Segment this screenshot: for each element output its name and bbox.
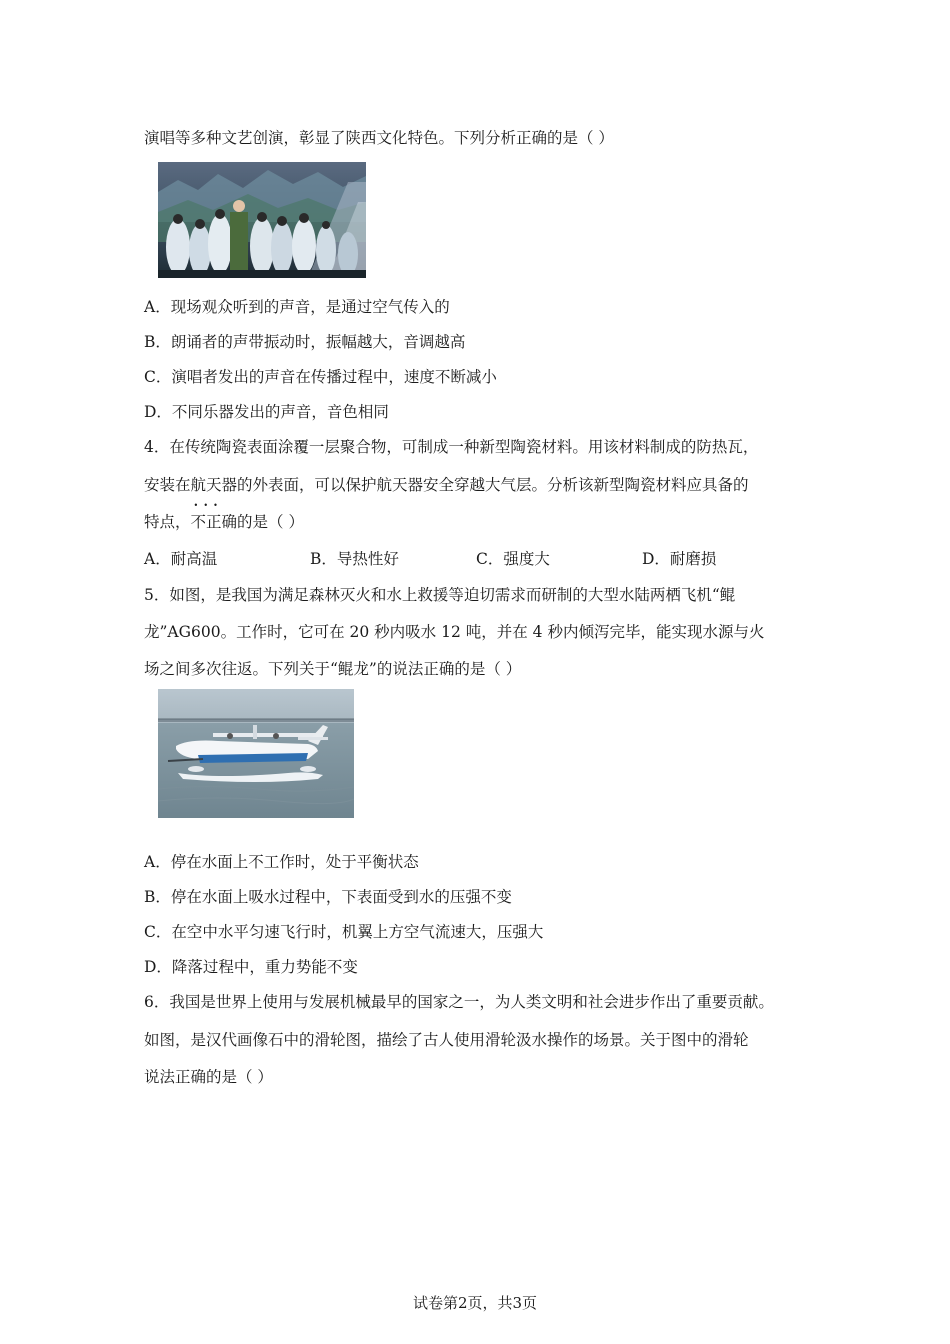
seaplane-photo — [158, 689, 354, 818]
q3-option-d: D．不同乐器发出的声音，音色相同 — [144, 403, 389, 421]
q3-option-a: A．现场观众听到的声音，是通过空气传入的 — [144, 298, 450, 316]
q4-option-b: B．导热性好 — [310, 550, 399, 568]
q4-stem-prefix: 特点， — [144, 513, 191, 531]
page-footer: 试卷第2页，共3页 — [412, 1294, 538, 1312]
q3-stem-line: 演唱等多种文艺创演，彰显了陕西文化特色。下列分析正确的是（ ） — [144, 129, 614, 147]
q4-stem-line-3 — [144, 512, 304, 532]
q5-option-c: C．在空中水平匀速飞行时，机翼上方空气流速大，压强大 — [144, 923, 544, 941]
q5-stem-line-1: 5．如图，是我国为满足森林灭火和水上救援等迫切需求而研制的大型水陆两栖飞机“鲲 — [144, 586, 736, 604]
q4-stem-line-1: 4．在传统陶瓷表面涂覆一层聚合物，可制成一种新型陶瓷材料。用该材料制成的防热瓦， — [144, 438, 759, 456]
q4-option-a: A．耐高温 — [144, 550, 218, 568]
q3-option-b: B．朗诵者的声带振动时，振幅越大，音调越高 — [144, 333, 466, 351]
q6-stem-line-1: 6．我国是世界上使用与发展机械最早的国家之一，为人类文明和社会进步作出了重要贡献。 — [144, 993, 774, 1011]
q4-option-c: C．强度大 — [476, 550, 550, 568]
q5-option-a: A．停在水面上不工作时，处于平衡状态 — [144, 853, 419, 871]
q5-option-d: D．降落过程中，重力势能不变 — [144, 958, 358, 976]
q4-stem-line-2: 安装在航天器的外表面，可以保护航天器安全穿越大气层。分析该新型陶瓷材料应具备的 — [144, 476, 749, 494]
q3-option-c: C．演唱者发出的声音在传播过程中，速度不断减小 — [144, 368, 497, 386]
q4-stem-suffix: 的是（ ） — [237, 513, 304, 531]
q4-option-d: D．耐磨损 — [642, 550, 717, 568]
q5-stem-line-3: 场之间多次往返。下列关于“鲲龙”的说法正确的是（ ） — [144, 660, 522, 678]
q6-stem-line-2: 如图，是汉代画像石中的滑轮图，描绘了古人使用滑轮汲水操作的场景。关于图中的滑轮 — [144, 1031, 749, 1049]
q6-stem-line-3: 说法正确的是（ ） — [144, 1068, 273, 1086]
q5-option-b: B．停在水面上吸水过程中，下表面受到水的压强不变 — [144, 888, 512, 906]
performance-photo — [158, 162, 366, 278]
q4-emphasis-text: • • • 不正确 — [191, 512, 238, 532]
q5-stem-line-2: 龙”AG600。工作时，它可在 20 秒内吸水 12 吨，并在 4 秒内倾泻完毕，能实现水源与火 — [144, 623, 765, 641]
